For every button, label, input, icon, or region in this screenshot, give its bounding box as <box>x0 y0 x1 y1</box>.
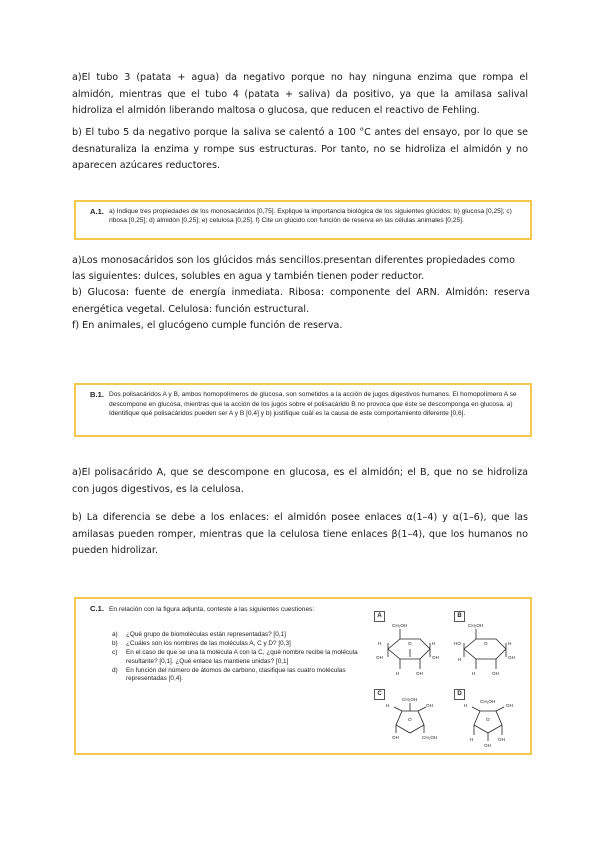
question-c1-item-b: b) ¿Cuáles son los nombres de las moléculas A, C y D? [0,3] <box>112 640 291 648</box>
molecule-c-oh2: OH <box>392 735 399 740</box>
question-a1-number: A.1. <box>90 207 104 216</box>
molecule-a-h1: H <box>378 641 382 646</box>
question-b1-number: B.1. <box>90 390 104 399</box>
answer-b1-b: b) La diferencia se debe a los enlaces: el almidón posee enlaces α(1–4) y α(1–6), que las amilasas pueden romper, mientras que la celulosa tiene enlaces β(1–4), que los humanos no pueden hidrolizar. <box>72 512 528 557</box>
molecule-a-o: O <box>408 641 412 646</box>
molecule-d-oh3: OH <box>484 743 491 748</box>
molecule-b-h3: H <box>472 671 476 676</box>
answer-a1-f: f) En animales, el glucógeno cumple función de reserva. <box>72 319 343 331</box>
molecule-a-oh1: OH <box>376 655 383 660</box>
answer-tube5: b) El tubo 5 da negativo porque la saliva se calentó a 100 °C antes del ensayo, por lo que se desnaturaliza la enzima y rompe sus estructuras. Por tanto, no se hidroliza el almidón y no aparecen azúcares reductores. <box>72 127 528 172</box>
molecule-c-ch2oh: CH₂OH <box>402 697 418 702</box>
molecule-c-label: C <box>374 689 385 700</box>
molecules-figure <box>372 607 528 753</box>
molecule-d-h1: H <box>464 703 468 708</box>
answers-a1 <box>72 253 530 334</box>
molecule-c-oh1: OH <box>426 703 433 708</box>
molecule-b-oh1: OH <box>508 655 515 660</box>
molecule-a-oh3: OH <box>416 671 423 676</box>
molecule-b-ch2oh: CH₂OH <box>468 623 484 628</box>
molecule-b-ho: HO <box>454 641 461 646</box>
molecule-d-o: O <box>486 717 490 722</box>
molecule-c-ch2oh2: CH₂OH <box>422 735 438 740</box>
question-c1-list <box>112 631 362 684</box>
molecule-b-o: O <box>484 641 488 646</box>
question-c1-item-a: a) ¿Qué grupo de biomoléculas están representadas? [0,1] <box>112 631 286 638</box>
molecule-c-o: O <box>408 717 412 722</box>
molecule-c-h1: H <box>386 703 390 708</box>
question-b1-box <box>74 383 532 437</box>
molecule-d-oh1: OH <box>506 703 513 708</box>
answer-b1-a: a)El polisacárido A, que se descompone en glucosa, es el almidón; el B, que no se hidroliza con jugos digestivos, es la celulosa. <box>72 467 528 495</box>
answer-a1-a: a)Los monosacáridos son los glúcidos más sencillos.presentan diferentes propiedades como las siguientes: dulces, solubles en agua y también tienen poder reductor. <box>72 255 515 283</box>
molecules-drawing <box>372 607 528 753</box>
molecule-a-h2: H <box>432 641 436 646</box>
question-c1-item-c: c) En el caso de que se una la molécula A con la C, ¿qué nombre recibe la molécula resultante? [0,1]. ¿Qué enlace las mantiene unidas? [0,1] <box>112 649 358 665</box>
molecule-d-ch2oh: CH₂OH <box>480 699 496 704</box>
question-c1-number: C.1. <box>90 604 104 613</box>
question-a1-text: a) Indique tres propiedades de los monosacáridos [0,75]. Explique la importancia biológica de los siguientes glúcidos: b) glucosa [0,25]; c) ribosa [0,25]; d) almidón [0,25]; e) celulosa [0,25]. f) Cite un glúcido con función de reserva en las células animales [0,25]. <box>109 208 512 225</box>
molecule-d-oh2: OH <box>498 737 505 742</box>
molecule-a-oh2: OH <box>432 655 439 660</box>
question-c1-box <box>74 597 532 755</box>
molecule-a-ch2oh: CH₂OH <box>392 623 408 628</box>
molecule-b-h1: H <box>458 657 462 662</box>
question-a1-box <box>74 200 532 240</box>
molecule-b-label: B <box>454 611 465 622</box>
question-c1-intro: En relación con la figura adjunta, conteste a las siguientes cuestiones: <box>109 606 315 613</box>
question-c1-item-d: d) En función del número de átomos de carbono, clasifique las cuatro moléculas representadas [0,4]. <box>112 666 346 683</box>
answer-a1-b: b) Glucosa: fuente de energía inmediata. Ribosa: componente del ARN. Almidón: reserva energética vegetal. Celulosa: función estructural. <box>72 287 530 315</box>
molecule-b-oh2: OH <box>492 671 499 676</box>
question-b1-text: Dos polisacáridos A y B, ambos homopolímeros de glucosa, son sometidos a la acción de jugos digestivos humanos. El homopolímero A se descompone en glucosa, mientras que la acción de los jugos sobre el polisacárido B no provoca que éste se descomponga en glucosa. a) Identifique qué polisacáridos pueden ser A y B [0,4] y b) justifique cuál es la causa de este comportamiento diferente [0,6]. <box>109 391 517 418</box>
molecule-b-h2: H <box>508 641 512 646</box>
molecule-d-label: D <box>454 689 465 700</box>
molecule-c-ring <box>396 711 424 733</box>
molecule-d-ring <box>474 711 502 733</box>
answer-tube3-4: a)El tubo 3 (patata + agua) da negativo porque no hay ninguna enzima que rompa el almidón, mientras que el tubo 4 (patata + saliva) da positivo, ya que la amilasa salival hidroliza el almidón liberando maltosa o glucosa, que reducen el reactivo de Fehling. <box>72 72 528 117</box>
molecule-a-h3: H <box>396 671 400 676</box>
molecule-d-h2: H <box>470 737 474 742</box>
molecule-a-label: A <box>374 611 385 622</box>
